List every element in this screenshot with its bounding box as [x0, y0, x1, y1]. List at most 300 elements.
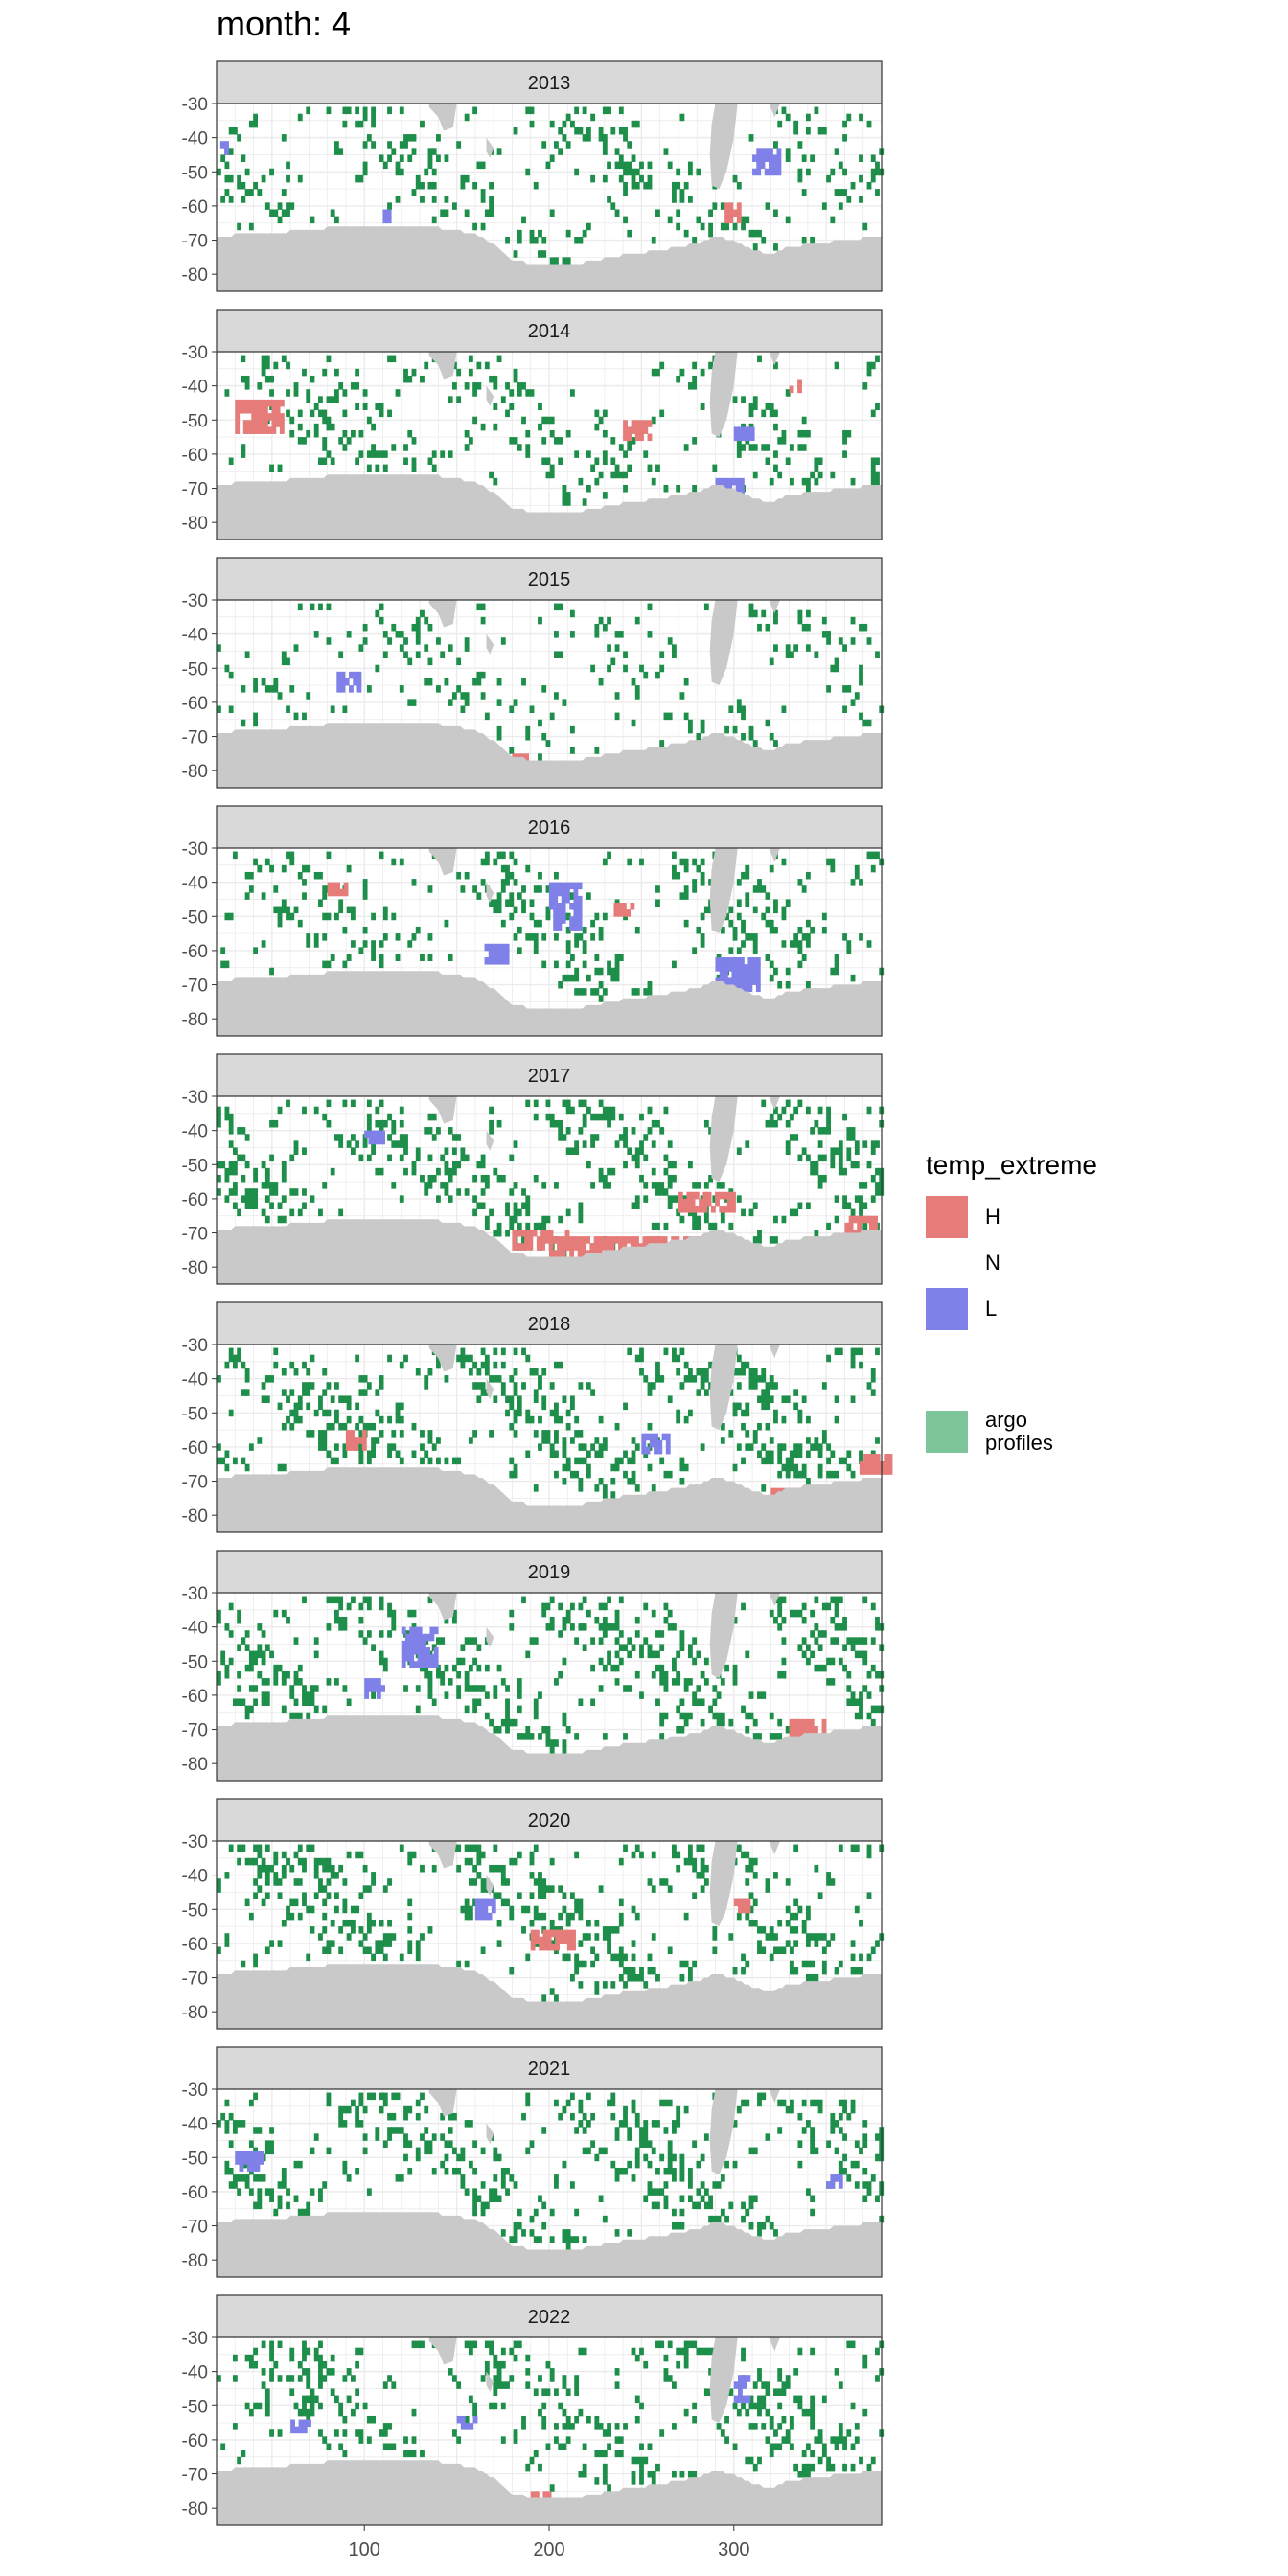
argo-cell — [253, 1685, 258, 1692]
argo-cell — [566, 430, 571, 438]
argo-cell — [380, 402, 384, 410]
argo-cell — [262, 1658, 266, 1666]
argo-cell — [278, 1202, 283, 1209]
argo-cell — [358, 1940, 363, 1947]
argo-cell — [619, 1658, 624, 1666]
argo-cell — [610, 2161, 615, 2169]
argo-cell — [607, 961, 611, 969]
argo-cell — [460, 1355, 465, 1363]
extreme-cell-L — [557, 909, 562, 917]
argo-cell — [273, 1610, 278, 1618]
argo-cell — [594, 478, 599, 486]
argo-cell — [338, 1946, 343, 1954]
argo-cell — [525, 1651, 530, 1659]
argo-cell — [607, 1658, 611, 1666]
argo-cell — [245, 892, 250, 900]
argo-cell — [338, 148, 343, 155]
argo-cell — [814, 1443, 818, 1451]
argo-cell — [538, 1892, 542, 1899]
argo-cell — [338, 2113, 343, 2121]
argo-cell — [753, 1858, 758, 1866]
argo-cell — [396, 196, 401, 203]
argo-cell — [546, 1885, 551, 1893]
argo-cell — [286, 658, 290, 666]
extreme-cell-H — [549, 1250, 554, 1257]
argo-cell — [367, 1114, 372, 1121]
argo-cell — [737, 450, 742, 458]
extreme-cell-H — [547, 1930, 552, 1938]
argo-cell — [525, 1726, 530, 1734]
argo-cell — [538, 402, 542, 410]
argo-cell — [400, 1107, 404, 1115]
argo-cell — [822, 1437, 827, 1444]
argo-cell — [627, 1651, 632, 1659]
extreme-cell-L — [429, 1627, 434, 1635]
argo-cell — [424, 169, 428, 176]
argo-cell — [782, 913, 787, 921]
extreme-cell-H — [553, 1250, 558, 1257]
facet-panel-2015 — [182, 558, 885, 788]
argo-cell — [639, 665, 644, 673]
argo-cell — [456, 872, 461, 880]
argo-cell — [672, 1665, 677, 1672]
argo-cell — [794, 121, 798, 128]
argo-cell — [684, 1362, 689, 1369]
argo-cell — [416, 2113, 421, 2121]
argo-cell — [599, 968, 604, 976]
argo-cell — [318, 1209, 323, 1217]
argo-cell — [440, 2161, 445, 2169]
argo-cell — [862, 1651, 867, 1659]
argo-cell — [818, 1933, 823, 1941]
argo-cell — [465, 692, 470, 700]
extreme-cell-H — [578, 1250, 583, 1257]
argo-cell — [286, 2188, 290, 2196]
extreme-cell-L — [380, 1138, 385, 1145]
argo-cell — [310, 1698, 315, 1706]
y-tick-label: -40 — [181, 625, 208, 646]
argo-cell — [859, 678, 863, 686]
argo-cell — [846, 430, 851, 438]
argo-cell — [590, 988, 595, 996]
argo-cell — [672, 1845, 677, 1852]
extreme-cell-H — [733, 209, 738, 217]
argo-cell — [590, 1961, 595, 1968]
argo-cell — [590, 1698, 595, 1706]
argo-cell — [396, 1450, 401, 1458]
argo-cell — [867, 369, 872, 377]
argo-cell — [456, 141, 461, 149]
extreme-cell-H — [251, 400, 256, 407]
argo-cell — [794, 1403, 798, 1411]
extreme-cell-H — [537, 1243, 541, 1251]
argo-cell — [566, 1954, 571, 1962]
extreme-cell-H — [555, 1930, 560, 1938]
argo-cell — [721, 223, 725, 231]
extreme-cell-H — [728, 217, 733, 224]
extreme-cell-H — [271, 426, 276, 434]
argo-cell — [668, 1175, 673, 1183]
argo-cell — [282, 356, 287, 363]
argo-cell — [530, 1858, 535, 1866]
argo-cell — [643, 672, 648, 679]
argo-cell — [875, 478, 880, 486]
argo-cell — [237, 1355, 242, 1363]
y-tick-label: -80 — [181, 2003, 208, 2024]
argo-cell — [574, 1147, 579, 1155]
argo-cell — [514, 2236, 518, 2243]
argo-cell — [278, 202, 283, 210]
argo-cell — [770, 410, 774, 418]
argo-cell — [761, 1375, 766, 1383]
argo-cell — [846, 685, 851, 693]
facet-panel-2014 — [182, 310, 882, 540]
argo-cell — [770, 478, 774, 486]
argo-cell — [566, 2236, 571, 2243]
argo-cell — [407, 154, 412, 162]
argo-cell — [249, 1685, 254, 1692]
argo-cell — [627, 230, 632, 238]
extreme-cell-H — [849, 1223, 854, 1230]
argo-cell — [570, 389, 575, 397]
argo-cell — [245, 1389, 250, 1396]
argo-cell — [534, 1878, 539, 1886]
argo-cell — [538, 2195, 542, 2202]
argo-cell — [818, 1182, 823, 1189]
argo-cell — [728, 1933, 733, 1941]
extreme-cell-L — [553, 896, 558, 904]
argo-cell — [554, 1678, 559, 1686]
argo-cell — [782, 1464, 787, 1472]
argo-cell — [396, 1403, 401, 1411]
argo-cell — [375, 1946, 380, 1954]
argo-cell — [757, 356, 762, 363]
argo-cell — [818, 1892, 823, 1899]
y-tick-label: -60 — [181, 1934, 208, 1955]
argo-cell — [623, 1403, 628, 1411]
argo-cell — [383, 2140, 388, 2148]
argo-cell — [794, 644, 798, 652]
argo-cell — [603, 1617, 608, 1624]
argo-cell — [262, 1858, 266, 1866]
argo-cell — [830, 1597, 835, 1604]
argo-cell — [224, 1671, 229, 1679]
argo-cell — [241, 1389, 245, 1396]
extreme-cell-L — [777, 169, 782, 176]
argo-cell — [546, 1726, 551, 1734]
argo-cell — [603, 134, 608, 142]
argo-cell — [586, 450, 591, 458]
extreme-cell-L — [765, 169, 770, 176]
argo-cell — [286, 1395, 290, 1403]
argo-cell — [619, 444, 624, 451]
argo-cell — [310, 217, 315, 224]
argo-cell — [586, 1933, 591, 1941]
argo-cell — [493, 402, 497, 410]
argo-cell — [224, 1168, 229, 1176]
argo-cell — [664, 2127, 669, 2134]
argo-cell — [220, 947, 225, 954]
argo-cell — [566, 498, 571, 506]
argo-cell — [659, 651, 664, 658]
argo-cell — [578, 2100, 583, 2107]
argo-cell — [400, 631, 404, 638]
argo-cell — [839, 189, 843, 196]
argo-cell — [322, 933, 327, 941]
argo-cell — [530, 2140, 535, 2148]
argo-cell — [786, 1920, 791, 1927]
argo-cell — [476, 1845, 481, 1852]
argo-cell — [538, 1878, 542, 1886]
argo-cell — [257, 382, 262, 390]
argo-cell — [469, 2161, 473, 2169]
argo-cell — [514, 1368, 518, 1376]
argo-cell — [737, 1443, 742, 1451]
argo-cell — [594, 457, 599, 465]
argo-cell — [875, 1182, 880, 1189]
argo-cell — [773, 424, 778, 431]
argo-cell — [566, 257, 571, 264]
argo-cell — [481, 223, 486, 231]
argo-cell — [867, 1162, 872, 1169]
argo-cell — [289, 859, 294, 866]
argo-cell — [472, 107, 477, 115]
argo-cell — [566, 940, 571, 948]
argo-cell — [412, 1450, 417, 1458]
argo-cell — [708, 2195, 713, 2202]
argo-cell — [338, 382, 343, 390]
extreme-cell-L — [557, 889, 562, 897]
argo-cell — [505, 1719, 510, 1727]
argo-cell — [867, 362, 872, 370]
argo-cell — [562, 1739, 566, 1747]
argo-cell — [623, 1845, 628, 1852]
argo-cell — [643, 1981, 648, 1989]
argo-cell — [761, 1389, 766, 1396]
argo-cell — [407, 430, 412, 438]
argo-cell — [818, 1443, 823, 1451]
argo-cell — [648, 1423, 653, 1431]
argo-cell — [615, 631, 620, 638]
extreme-cell-H — [582, 1236, 586, 1244]
argo-cell — [846, 1127, 851, 1135]
argo-cell — [497, 852, 502, 860]
argo-cell — [273, 209, 278, 217]
argo-cell — [387, 410, 392, 418]
extreme-cell-H — [790, 386, 794, 394]
argo-cell — [424, 362, 428, 370]
argo-cell — [282, 1216, 287, 1224]
argo-cell — [562, 1437, 566, 1444]
argo-cell — [342, 1617, 347, 1624]
argo-cell — [481, 162, 486, 170]
argo-cell — [331, 1395, 335, 1403]
argo-cell — [867, 1713, 872, 1720]
extreme-cell-H — [346, 1437, 351, 1444]
argo-cell — [668, 1885, 673, 1893]
argo-cell — [445, 2154, 449, 2162]
argo-cell — [489, 1719, 494, 1727]
argo-cell — [627, 1685, 632, 1692]
argo-cell — [383, 1658, 388, 1666]
argo-cell — [237, 1348, 242, 1356]
extreme-cell-L — [496, 944, 501, 952]
argo-cell — [615, 692, 620, 700]
argo-cell — [294, 1368, 299, 1376]
argo-cell — [481, 859, 486, 866]
argo-cell — [871, 1706, 876, 1714]
argo-cell — [224, 1450, 229, 1458]
argo-cell — [342, 1685, 347, 1692]
argo-cell — [472, 382, 477, 390]
argo-cell — [518, 2209, 522, 2217]
argo-cell — [802, 1961, 807, 1968]
argo-cell — [701, 1719, 705, 1727]
extreme-cell-H — [630, 903, 634, 910]
argo-cell — [566, 492, 571, 499]
extreme-cell-L — [573, 883, 578, 890]
argo-cell — [859, 624, 863, 632]
argo-cell — [294, 1637, 299, 1644]
y-tick-label: -40 — [181, 1121, 208, 1142]
argo-cell — [432, 1114, 437, 1121]
argo-cell — [367, 1920, 372, 1927]
argo-cell — [521, 886, 526, 893]
extreme-cell-L — [565, 896, 570, 904]
extreme-cell-H — [884, 1460, 888, 1468]
extreme-cell-H — [702, 1199, 707, 1207]
argo-cell — [253, 1202, 258, 1209]
argo-cell — [355, 107, 359, 115]
argo-cell — [338, 1395, 343, 1403]
argo-cell — [696, 1389, 701, 1396]
extreme-cell-L — [565, 883, 570, 890]
extreme-cell-H — [738, 1906, 743, 1914]
argo-cell — [806, 610, 811, 618]
argo-cell — [306, 1954, 310, 1962]
argo-cell — [289, 1691, 294, 1699]
argo-cell — [465, 1845, 470, 1852]
argo-cell — [224, 665, 229, 673]
argo-cell — [375, 1120, 380, 1128]
y-tick-label: -70 — [181, 976, 208, 997]
argo-cell — [505, 1713, 510, 1720]
argo-cell — [558, 437, 563, 445]
extreme-cell-L — [744, 978, 748, 985]
y-tick-label: -50 — [181, 1404, 208, 1425]
argo-cell — [842, 1168, 847, 1176]
argo-cell — [278, 2181, 283, 2189]
argo-cell — [737, 1382, 742, 1390]
argo-cell — [472, 1637, 477, 1644]
argo-cell — [728, 1430, 733, 1438]
argo-cell — [603, 1437, 608, 1444]
argo-cell — [465, 1155, 470, 1162]
argo-cell — [761, 610, 766, 618]
argo-cell — [363, 114, 368, 122]
argo-cell — [659, 1733, 664, 1740]
argo-cell — [318, 899, 323, 907]
argo-cell — [777, 1719, 782, 1727]
argo-cell — [668, 162, 673, 170]
argo-cell — [619, 154, 624, 162]
argo-cell — [859, 114, 863, 122]
argo-cell — [704, 907, 709, 914]
argo-cell — [481, 424, 486, 431]
argo-cell — [257, 2174, 262, 2182]
argo-cell — [262, 678, 266, 686]
extreme-cell-H — [724, 202, 729, 210]
argo-cell — [859, 1202, 863, 1209]
argo-cell — [367, 1100, 372, 1108]
argo-cell — [546, 1114, 551, 1121]
argo-cell — [574, 1852, 579, 1859]
argo-cell — [380, 154, 384, 162]
argo-cell — [541, 2202, 546, 2210]
argo-cell — [632, 720, 636, 727]
argo-cell — [358, 1852, 363, 1859]
argo-cell — [786, 1940, 791, 1947]
argo-cell — [514, 1140, 518, 1148]
argo-cell — [574, 1961, 579, 1968]
extreme-cell-L — [553, 916, 558, 924]
argo-cell — [871, 465, 876, 472]
extreme-cell-H — [695, 1192, 700, 1200]
argo-cell — [554, 2181, 559, 2189]
argo-cell — [615, 148, 620, 155]
argo-cell — [782, 1395, 787, 1403]
argo-cell — [331, 1168, 335, 1176]
argo-cell — [407, 1940, 412, 1947]
argo-cell — [445, 1188, 449, 1196]
argo-cell — [521, 1597, 526, 1604]
argo-cell — [403, 2106, 408, 2114]
argo-cell — [830, 1878, 835, 1886]
argo-cell — [766, 907, 770, 914]
argo-cell — [741, 1954, 746, 1962]
argo-cell — [570, 631, 575, 638]
argo-cell — [380, 1375, 384, 1383]
argo-cell — [594, 988, 599, 996]
extreme-cell-H — [235, 406, 240, 414]
argo-cell — [534, 2209, 539, 2217]
argo-cell — [766, 1120, 770, 1128]
argo-cell — [400, 1140, 404, 1148]
argo-cell — [237, 1127, 242, 1135]
argo-cell — [802, 1617, 807, 1624]
extreme-cell-L — [434, 1627, 439, 1635]
argo-cell — [273, 1678, 278, 1686]
argo-cell — [440, 1637, 445, 1644]
argo-cell — [367, 2188, 372, 2196]
argo-cell — [643, 2127, 648, 2134]
argo-cell — [550, 1858, 555, 1866]
argo-cell — [786, 457, 791, 465]
argo-cell — [656, 1188, 660, 1196]
argo-cell — [509, 1188, 514, 1196]
argo-cell — [786, 1464, 791, 1472]
argo-cell — [505, 1899, 510, 1907]
argo-cell — [619, 2168, 624, 2175]
argo-cell — [835, 189, 840, 196]
argo-cell — [249, 189, 254, 196]
extreme-cell-H — [737, 209, 742, 217]
argo-cell — [761, 1946, 766, 1954]
argo-cell — [749, 1209, 754, 1217]
argo-cell — [761, 1691, 766, 1699]
argo-cell — [599, 127, 604, 135]
argo-cell — [851, 699, 856, 706]
